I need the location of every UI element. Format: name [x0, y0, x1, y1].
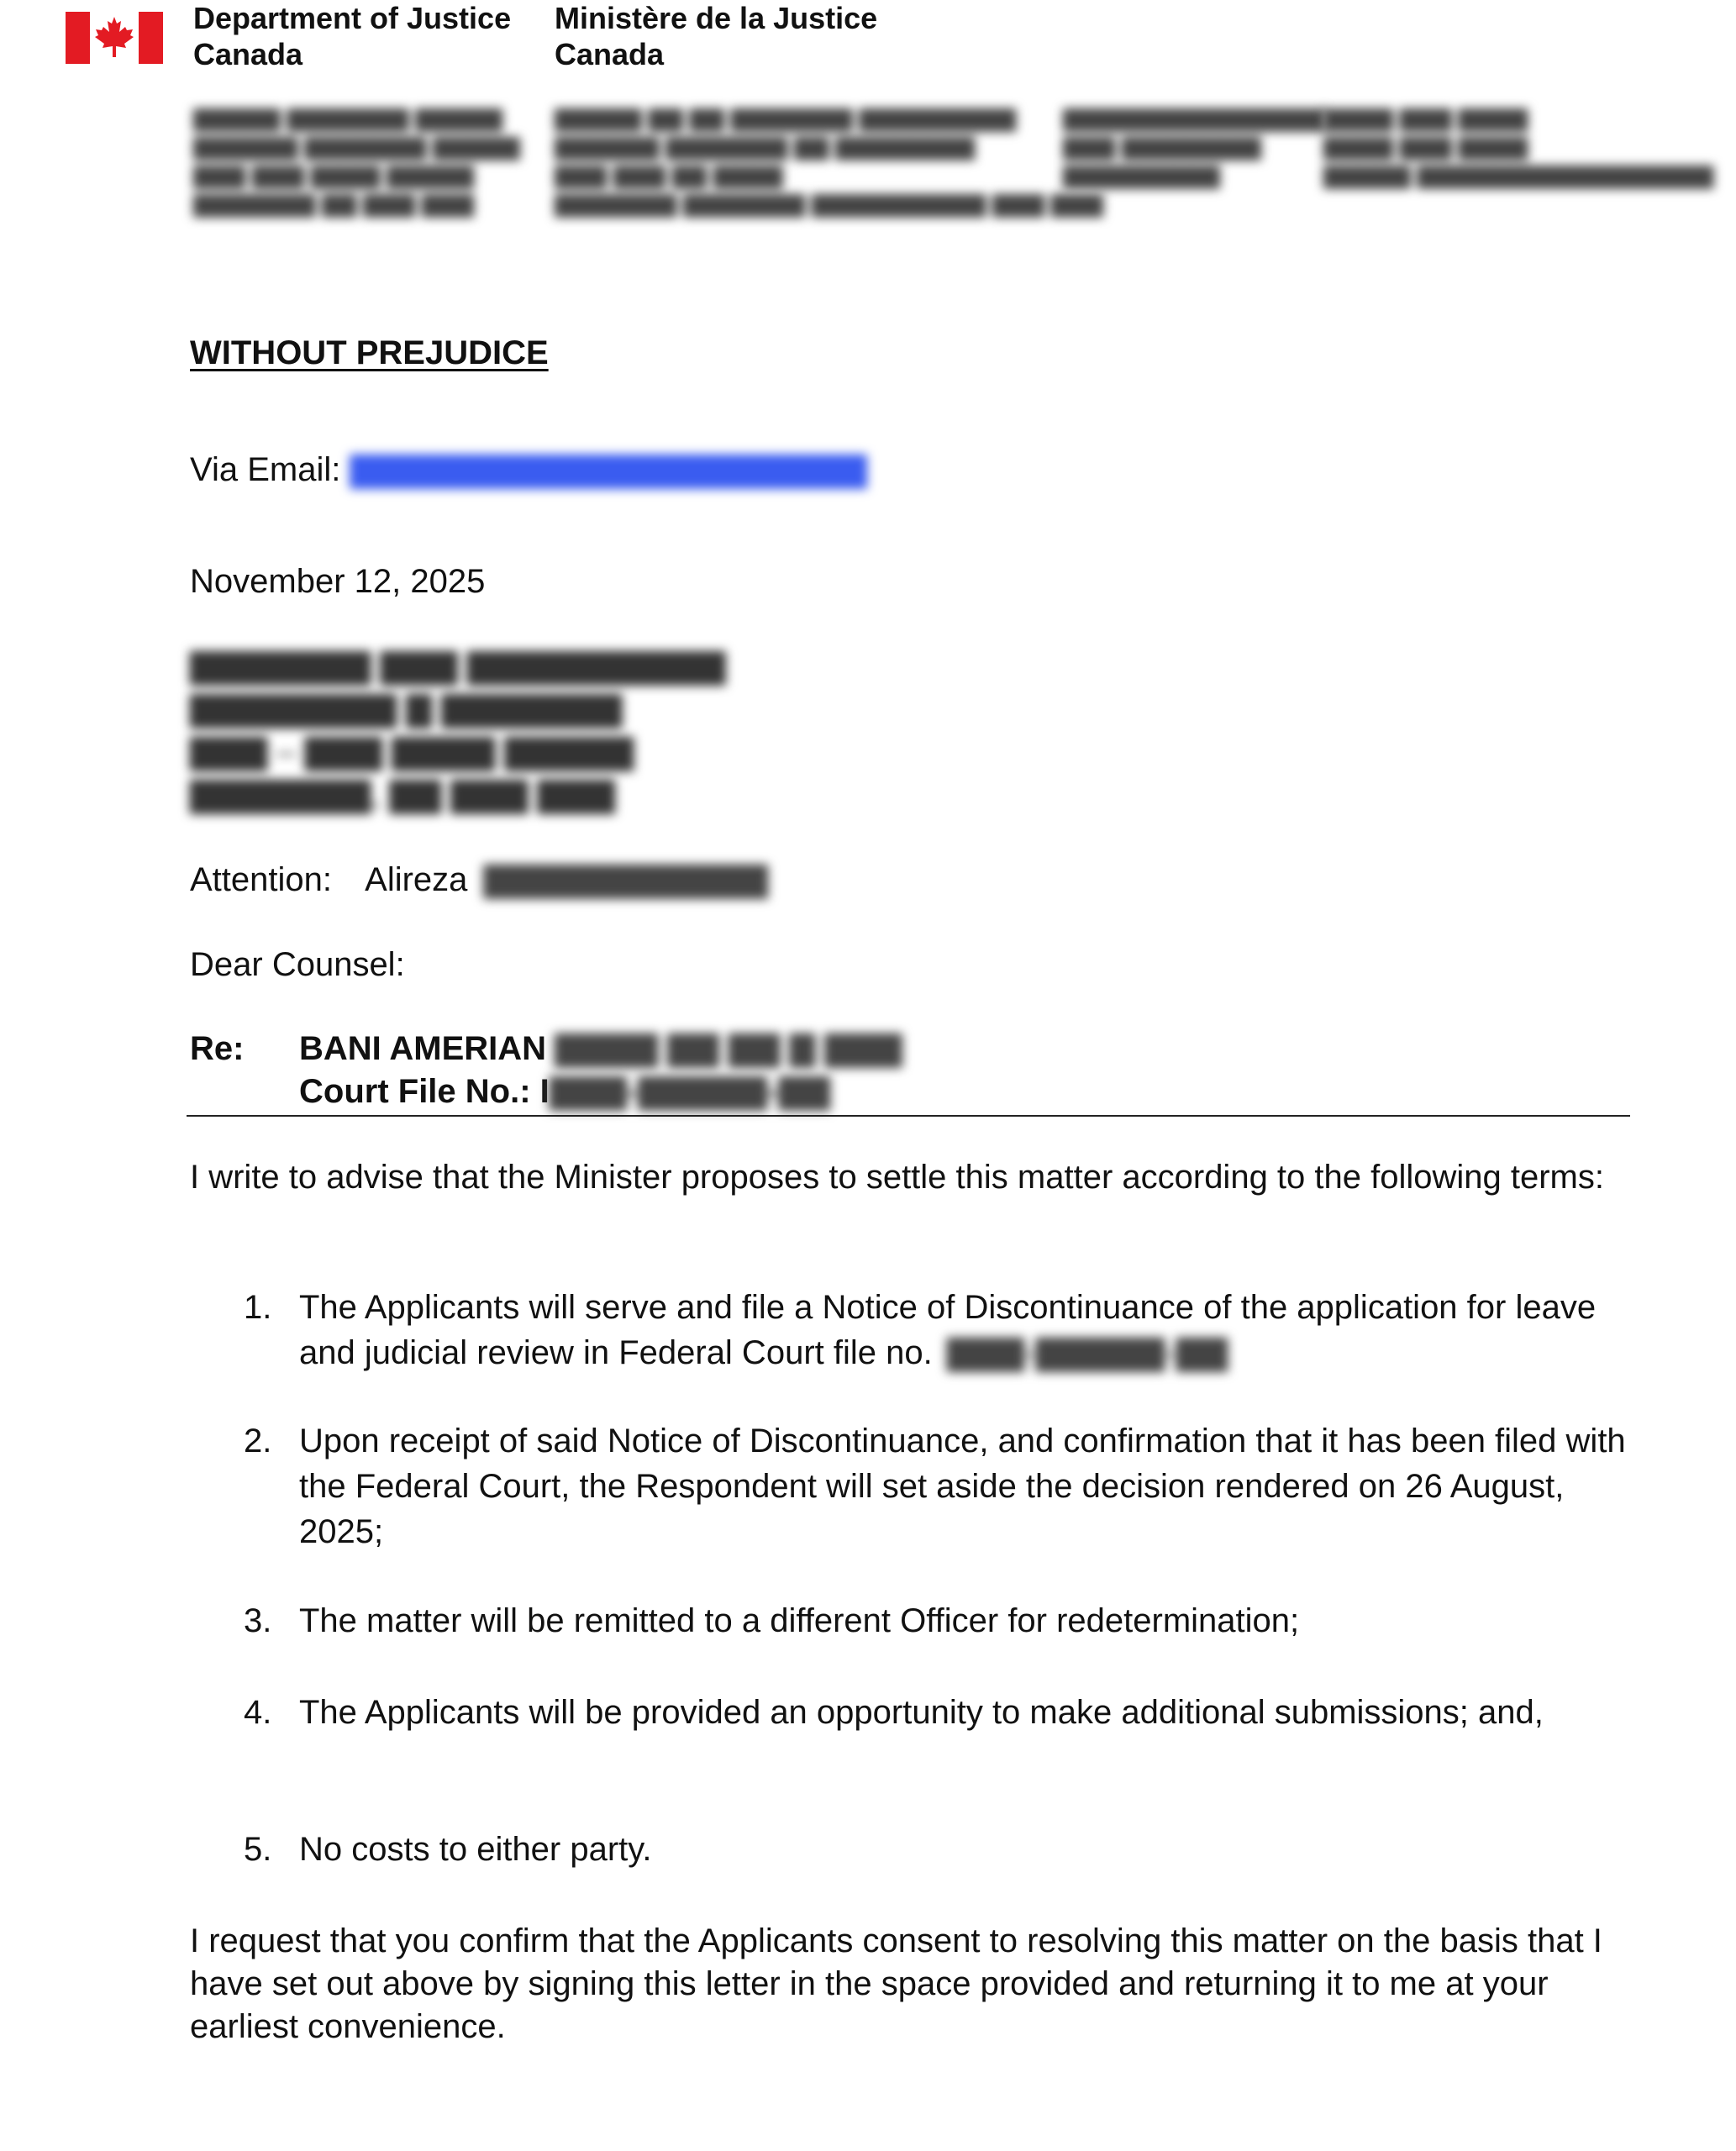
re-case-line: [299, 1028, 902, 1070]
redacted-case-style: ▇▇▇▇ ▇▇ ▇▇ ▇ ▇▇▇: [555, 1030, 902, 1067]
term-number: 2.: [244, 1423, 272, 1459]
department-en-line2: Canada: [193, 37, 303, 71]
term-item-4: [244, 1690, 1639, 1782]
letter-date: November 12, 2025: [190, 563, 486, 600]
term-number: 4.: [244, 1694, 272, 1731]
intro-paragraph: I write to advise that the Minister proposes to settle this matter according to the following terms:: [190, 1159, 1604, 1196]
re-court-file-line: [299, 1070, 902, 1113]
department-en-line1: Department of Justice: [193, 1, 512, 35]
attention-first-name: Alireza: [365, 861, 468, 898]
department-fr-line2: Canada: [555, 37, 665, 71]
salutation: Dear Counsel:: [190, 946, 405, 983]
term-text: The matter will be remitted to a different Officer for redetermination;: [299, 1602, 1300, 1639]
re-court-file-label: Court File No.: I: [299, 1073, 550, 1110]
term-number: 5.: [244, 1831, 272, 1868]
term-text: No costs to either party.: [299, 1831, 652, 1868]
redacted-email-link[interactable]: ▇▇▇▇▇▇▇▇▇▇▇▇▇▇▇▇▇▇▇▇: [350, 451, 867, 488]
via-email-line: [190, 449, 867, 492]
re-case-name: BANI AMERIAN: [299, 1030, 547, 1067]
without-prejudice-heading: WITHOUT PREJUDICE: [190, 334, 549, 371]
via-email-label: Via Email:: [190, 451, 341, 488]
redacted-recipient-address: ▇▇▇▇▇▇▇ ▇▇▇ ▇▇▇▇▇▇▇▇▇▇ ▇▇▇▇▇▇▇▇ ▇ ▇▇▇▇▇▇▇ ▇▇▇ – ▇▇▇ ▇▇▇▇ ▇▇▇▇▇ ▇▇▇▇▇▇▇, ▇▇ ▇▇▇ ▇▇▇: [190, 648, 726, 813]
re-divider-rule: [187, 1115, 1630, 1117]
re-label: Re:: [190, 1030, 245, 1067]
attention-label: Attention:: [190, 861, 333, 898]
department-name-en: [193, 0, 511, 72]
redacted-attention-surname: ▇▇▇▇▇▇▇▇▇▇▇: [483, 861, 768, 898]
term-number: 3.: [244, 1602, 272, 1639]
redacted-office-address-fr: ▇▇▇▇▇ ▇▇ ▇▇ ▇▇▇▇▇▇▇ ▇▇▇▇▇▇▇▇▇ ▇▇▇▇▇▇ ▇▇▇▇▇▇▇ ▇▇ ▇▇▇▇▇▇▇▇ ▇▇▇ ▇▇▇ ▇▇ ▇▇▇▇ ▇▇▇▇▇▇▇ ▇▇▇▇▇▇▇ ▇▇▇▇▇▇▇▇▇▇ ▇▇▇ ▇▇▇: [555, 106, 1103, 217]
redacted-contact-values: ▇▇▇▇ ▇▇▇ ▇▇▇▇ ▇▇▇▇ ▇▇▇ ▇▇▇▇ ▇▇▇▇▇ ▇▇▇▇▇▇▇▇▇▇▇▇▇▇▇▇▇: [1323, 106, 1714, 188]
canada-flag-icon: [66, 12, 163, 64]
attention-line: [190, 859, 768, 902]
redacted-office-address-en: ▇▇▇▇▇ ▇▇▇▇▇▇▇ ▇▇▇▇▇ ▇▇▇▇▇▇ ▇▇▇▇▇▇▇ ▇▇▇▇▇ ▇▇▇ ▇▇▇ ▇▇▇▇ ▇▇▇▇▇ ▇▇▇▇▇▇▇ ▇▇ ▇▇▇ ▇▇▇: [193, 106, 520, 217]
term-item-2: [244, 1418, 1639, 1556]
redacted-court-file-number: ▇▇▇-▇▇▇▇▇-▇▇: [549, 1073, 831, 1110]
redacted-file-number: ▇▇▇-▇▇▇▇▇-▇▇: [946, 1334, 1228, 1371]
redacted-contact-labels: ▇▇▇▇▇▇▇▇▇▇▇▇▇▇▇ ▇▇▇ ▇▇▇▇▇▇▇▇ ▇▇▇▇▇▇▇▇▇: [1063, 106, 1325, 188]
closing-paragraph: I request that you confirm that the Applicants consent to resolving this matter on the basis that I have set out above by signing this letter in the space provided and returning it to me at your earliest convenience.: [190, 1922, 1602, 2045]
term-item-3: [244, 1598, 1639, 1645]
term-text: [299, 1285, 1635, 1375]
term-number: 1.: [244, 1289, 272, 1326]
re-details: [299, 1028, 902, 1113]
term-item-5: [244, 1827, 1639, 1874]
term-text: Upon receipt of said Notice of Discontinuance, and confirmation that it has been filed with the Federal Court, the Respondent will set aside the decision rendered on 26 August, 2025;: [299, 1423, 1626, 1550]
department-fr-line1: Ministère de la Justice: [555, 1, 878, 35]
term-text-content: The Applicants will serve and file a Notice of Discontinuance of the application for leave and judicial review in Federal Court file no.: [299, 1289, 1597, 1371]
department-name-fr: [555, 0, 877, 72]
term-text: The Applicants will be provided an opportunity to make additional submissions; and,: [299, 1694, 1544, 1731]
term-item-1: [244, 1285, 1639, 1377]
